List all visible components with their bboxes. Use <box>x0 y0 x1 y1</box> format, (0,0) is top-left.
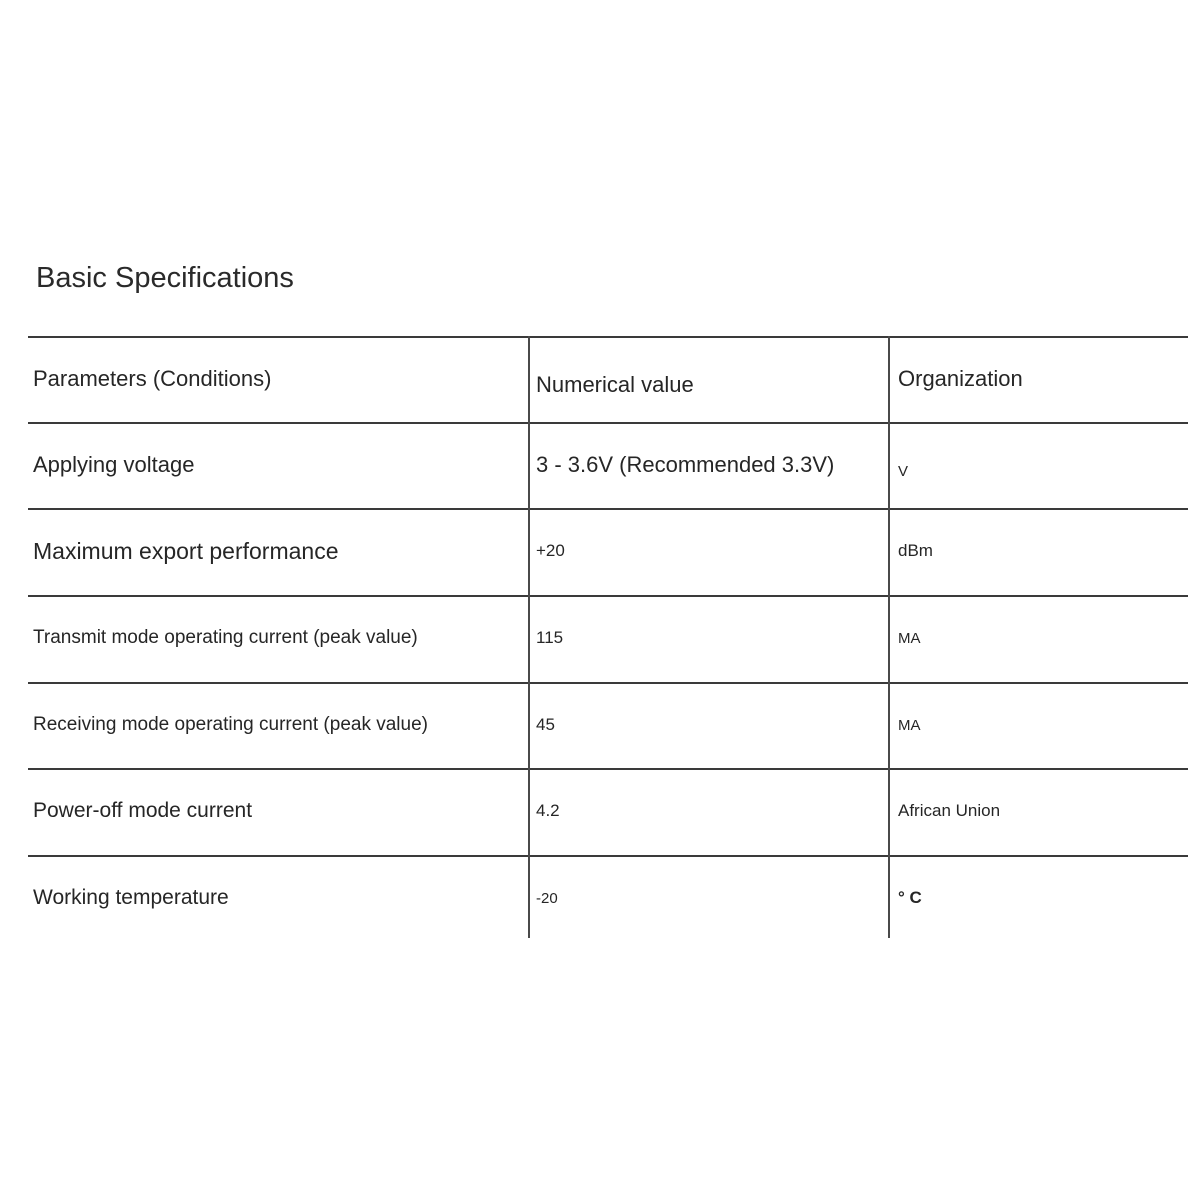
cell-unit: MA <box>898 716 921 734</box>
cell-unit: African Union <box>898 801 1001 820</box>
table-header-row <box>28 336 1188 422</box>
cell-unit: ° C <box>898 888 922 907</box>
header-parameter: Parameters (Conditions) <box>33 366 272 391</box>
table-row <box>28 508 1188 594</box>
cell-parameter: Transmit mode operating current (peak value) <box>33 627 418 648</box>
cell-value: 115 <box>536 628 564 647</box>
table-row <box>28 855 1188 941</box>
cell-value: +20 <box>536 541 565 560</box>
cell-parameter: Power-off mode current <box>33 799 253 822</box>
cell-value: 3 - 3.6V (Recommended 3.3V) <box>536 452 835 477</box>
header-unit: Organization <box>898 366 1023 391</box>
table-row <box>28 422 1188 508</box>
cell-value: 4.2 <box>536 801 560 820</box>
table-row <box>28 768 1188 854</box>
table-row <box>28 595 1188 681</box>
cell-value: -20 <box>536 889 558 907</box>
page-title: Basic Specifications <box>36 262 294 294</box>
cell-parameter: Maximum export performance <box>33 537 339 564</box>
cell-unit: dBm <box>898 541 933 560</box>
cell-parameter: Receiving mode operating current (peak value) <box>33 714 428 735</box>
cell-parameter: Applying voltage <box>33 452 195 477</box>
cell-unit: V <box>898 462 909 480</box>
cell-value: 45 <box>536 715 555 734</box>
header-value: Numerical value <box>536 372 694 397</box>
cell-unit: MA <box>898 629 921 647</box>
specifications-table <box>28 336 1188 938</box>
cell-parameter: Working temperature <box>33 886 229 909</box>
table-row <box>28 682 1188 768</box>
